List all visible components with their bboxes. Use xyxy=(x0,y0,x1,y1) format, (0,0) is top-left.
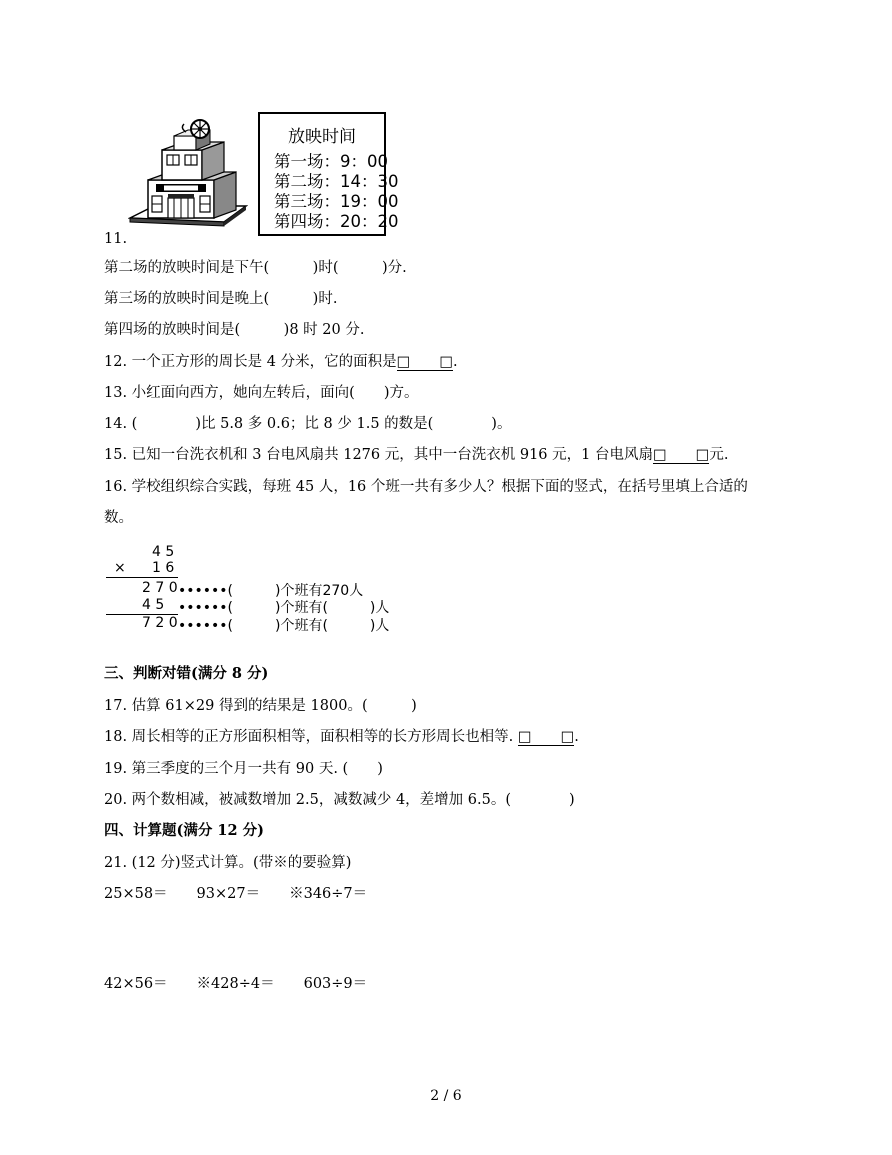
schedule-box xyxy=(258,112,399,236)
question-20: 20. 两个数相减，被减数增加 2.5，减数减少 4，差增加 6.5。( ) xyxy=(104,792,575,808)
question-18 xyxy=(104,727,579,747)
question-12-answer-blank[interactable]: □ □ xyxy=(396,354,454,370)
question-11-number: 11. xyxy=(104,231,128,247)
question-14: 14. ( )比 5.8 多 0.6；比 8 少 1.5 的数是( )。 xyxy=(104,416,512,432)
question-12 xyxy=(104,352,458,372)
calc-problems-row-2: 42×56＝ ※428÷4＝ 603÷9＝ xyxy=(104,976,368,992)
question-11-c: 第四场的放映时间是( )8 时 20 分. xyxy=(104,322,365,338)
question-11-b: 第三场的放映时间是晚上( )时. xyxy=(104,291,338,307)
question-12-end: . xyxy=(453,354,458,370)
schedule-title: 放映时间 xyxy=(288,127,356,147)
question-11-a: 第二场的放映时间是下午( )时( )分. xyxy=(104,260,407,276)
question-21: 21. (12 分)竖式计算。(带※的要验算) xyxy=(104,855,352,871)
page-number: 2 / 6 xyxy=(430,1088,462,1104)
question-15-answer-blank[interactable]: □ □ xyxy=(652,447,710,463)
schedule-row-3: 第三场：19：00 xyxy=(274,192,399,211)
calc-row-multiplier: 1 6 xyxy=(152,560,175,576)
schedule-row-1: 第一场：9：00 xyxy=(274,152,388,171)
question-18-text: 18. 周长相等的正方形面积相等，面积相等的长方形周长也相等. xyxy=(104,729,514,745)
section-4-heading: 四、计算题(满分 12 分) xyxy=(104,822,264,839)
calc-row-product: 7 2 0 xyxy=(142,615,178,631)
schedule-row-4: 第四场：20：20 xyxy=(274,212,399,231)
calc-operator: × xyxy=(114,560,126,576)
calc-row-partial-1: 2 7 0 xyxy=(142,580,178,596)
cinema-building-illustration xyxy=(128,118,248,230)
calc-note-1: ••••••( )个班有270人 xyxy=(178,583,364,599)
question-12-text: 12. 一个正方形的周长是 4 分米，它的面积是 xyxy=(104,354,397,370)
question-16-line-1: 16. 学校组织综合实践，每班 45 人，16 个班一共有多少人？根据下面的竖式，在括号里填上合适的 xyxy=(104,479,748,495)
question-15-text: 15. 已知一台洗衣机和 3 台电风扇共 1276 元，其中一台洗衣机 916 元，1 台电风扇 xyxy=(104,447,653,463)
question-19: 19. 第三季度的三个月一共有 90 天. ( ) xyxy=(104,761,383,777)
question-15-end: 元. xyxy=(709,447,729,463)
calc-note-3: ••••••( )个班有( )人 xyxy=(178,618,390,634)
calc-note-2: ••••••( )个班有( )人 xyxy=(178,600,390,616)
calc-divider-1 xyxy=(106,577,178,578)
calc-problems-row-1: 25×58＝ 93×27＝ ※346÷7＝ xyxy=(104,886,368,902)
question-16-line-2: 数。 xyxy=(104,510,133,526)
calc-row-multiplicand: 4 5 xyxy=(152,544,175,560)
question-18-end: . xyxy=(574,729,579,745)
calc-row-partial-2: 4 5 xyxy=(142,597,165,613)
section-3-heading: 三、判断对错(满分 8 分) xyxy=(104,665,269,682)
question-13: 13. 小红面向西方，她向左转后，面向( )方。 xyxy=(104,385,419,401)
question-18-answer-blank[interactable]: □ □ xyxy=(517,729,575,745)
schedule-row-2: 第二场：14：30 xyxy=(274,172,399,191)
question-15 xyxy=(104,445,728,465)
question-17: 17. 估算 61×29 得到的结果是 1800。( ) xyxy=(104,698,417,714)
